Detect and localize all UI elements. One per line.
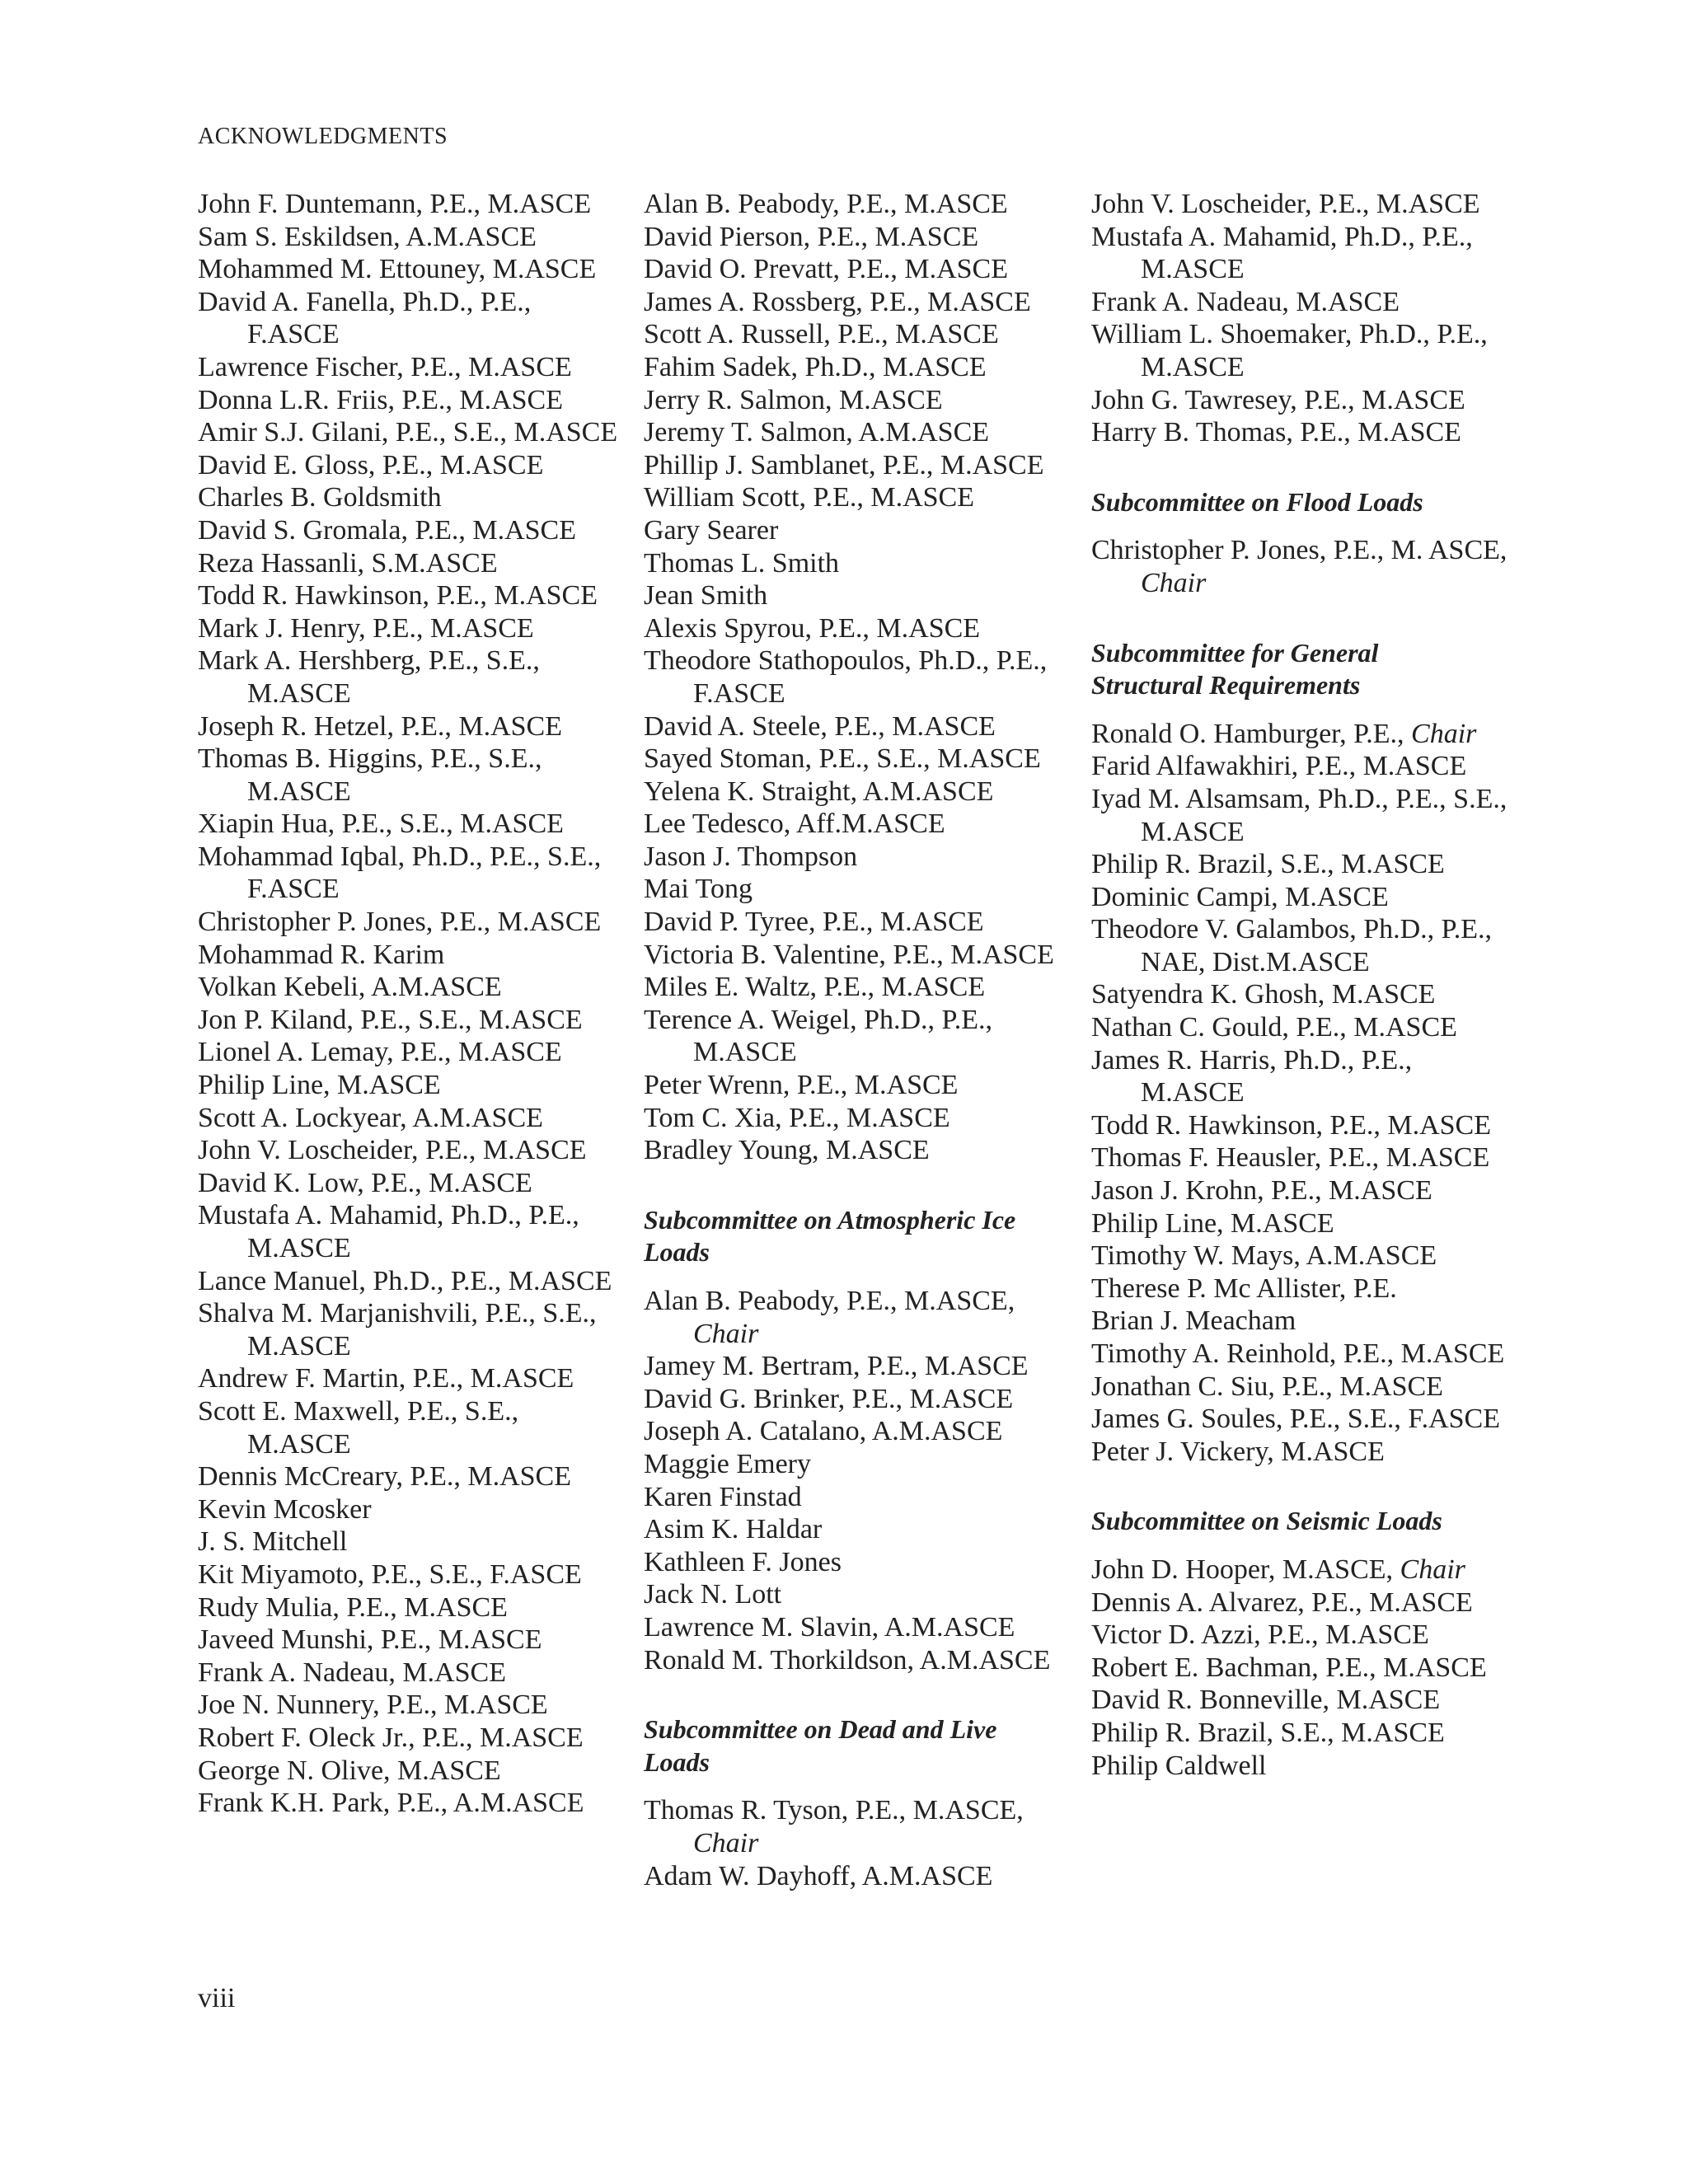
member-name: Christopher P. Jones, P.E., M. ASCE, xyxy=(1091,535,1507,566)
member-entry: David S. Gromala, P.E., M.ASCE xyxy=(198,514,576,546)
member-name: Alan B. Peabody, P.E., M.ASCE, xyxy=(644,1286,1015,1316)
member-entry: David K. Low, P.E., M.ASCE xyxy=(198,1167,532,1198)
member-entry: Nathan C. Gould, P.E., M.ASCE xyxy=(1091,1012,1457,1043)
member-entry: David A. Fanella, Ph.D., P.E., F.ASCE xyxy=(198,286,532,350)
member-entry: Kathleen F. Jones xyxy=(644,1546,842,1577)
subcommittee-heading: Subcommittee on Dead and Live Loads xyxy=(644,1714,997,1777)
member-entry: David G. Brinker, P.E., M.ASCE xyxy=(644,1383,1014,1414)
member-entry: Victoria B. Valentine, P.E., M.ASCE xyxy=(644,939,1054,970)
member-entry: Robert F. Oleck Jr., P.E., M.ASCE xyxy=(198,1722,584,1753)
member-entry: Phillip J. Samblanet, P.E., M.ASCE xyxy=(644,449,1044,480)
subcommittee-heading: Subcommittee on Seismic Loads xyxy=(1091,1506,1442,1536)
member-entry: Mark J. Henry, P.E., M.ASCE xyxy=(198,612,534,644)
member-entry: John V. Loscheider, P.E., M.ASCE xyxy=(1091,189,1480,219)
member-entry: William L. Shoemaker, Ph.D., P.E., M.ASCE xyxy=(1091,319,1488,382)
member-entry xyxy=(1091,718,1520,751)
member-entry: Thomas F. Heausler, P.E., M.ASCE xyxy=(1091,1142,1490,1174)
member-entry: Karen Finstad xyxy=(644,1481,802,1512)
member-entry: Todd R. Hawkinson, P.E., M.ASCE xyxy=(198,580,598,612)
member-role: Chair xyxy=(693,1827,759,1858)
member-entry: David O. Prevatt, P.E., M.ASCE xyxy=(644,254,1008,285)
running-head: ACKNOWLEDGMENTS xyxy=(198,124,448,149)
member-entry: Jerry R. Salmon, M.ASCE xyxy=(644,384,943,415)
member-entry: Harry B. Thomas, P.E., M.ASCE xyxy=(1091,417,1461,448)
member-entry: Charles B. Goldsmith xyxy=(198,482,442,513)
member-entry: Timothy W. Mays, A.M.ASCE xyxy=(1091,1240,1437,1272)
member-entry: Miles E. Waltz, P.E., M.ASCE xyxy=(644,972,986,1003)
member-entry: Lionel A. Lemay, P.E., M.ASCE xyxy=(198,1037,562,1068)
member-entry: Bradley Young, M.ASCE xyxy=(644,1135,930,1166)
member-entry: David E. Gloss, P.E., M.ASCE xyxy=(198,449,544,480)
member-entry: Donna L.R. Friis, P.E., M.ASCE xyxy=(198,384,563,415)
member-entry xyxy=(644,1285,1072,1350)
member-entry: Andrew F. Martin, P.E., M.ASCE xyxy=(198,1363,574,1394)
member-entry: David Pierson, P.E., M.ASCE xyxy=(644,221,979,252)
member-entry: Fahim Sadek, Ph.D., M.ASCE xyxy=(644,351,987,382)
member-entry: Volkan Kebeli, A.M.ASCE xyxy=(198,972,502,1003)
member-entry: Peter J. Vickery, M.ASCE xyxy=(1091,1436,1385,1467)
member-entry: Adam W. Dayhoff, A.M.ASCE xyxy=(644,1860,993,1891)
member-entry: Shalva M. Marjanishvili, P.E., S.E., M.ASCE xyxy=(198,1298,597,1361)
member-entry: Peter Wrenn, P.E., M.ASCE xyxy=(644,1070,959,1101)
member-entry: Todd R. Hawkinson, P.E., M.ASCE xyxy=(1091,1109,1491,1141)
member-entry: Theodore Stathopoulos, Ph.D., P.E., F.ASCE xyxy=(644,645,1048,709)
member-entry xyxy=(1091,534,1520,599)
member-column-2 xyxy=(644,188,1072,1892)
member-entry: Thomas B. Higgins, P.E., S.E., M.ASCE xyxy=(198,743,542,807)
member-entry: Scott A. Russell, P.E., M.ASCE xyxy=(644,319,999,350)
member-column-3 xyxy=(1091,188,1520,1782)
member-name: John D. Hooper, M.ASCE, xyxy=(1091,1554,1394,1585)
member-entry xyxy=(644,1794,1072,1859)
member-entry: Mark A. Hershberg, P.E., S.E., M.ASCE xyxy=(198,645,540,709)
member-entry: Farid Alfawakhiri, P.E., M.ASCE xyxy=(1091,751,1467,782)
subcommittee-heading: Subcommittee on Atmospheric Ice Loads xyxy=(644,1204,1016,1268)
member-entry: Brian J. Meacham xyxy=(1091,1305,1296,1337)
member-entry: Mohammad R. Karim xyxy=(198,939,445,970)
member-entry: Mai Tong xyxy=(644,874,753,905)
member-entry: Rudy Mulia, P.E., M.ASCE xyxy=(198,1591,508,1623)
member-entry: Xiapin Hua, P.E., S.E., M.ASCE xyxy=(198,808,564,840)
member-entry: Jason J. Thompson xyxy=(644,841,858,872)
member-entry: Scott A. Lockyear, A.M.ASCE xyxy=(198,1102,543,1133)
member-column-1 xyxy=(198,188,626,1820)
member-entry: Reza Hassanli, S.M.ASCE xyxy=(198,547,498,579)
member-entry: John V. Loscheider, P.E., M.ASCE xyxy=(198,1135,587,1166)
subcommittee-heading: Subcommittee on Flood Loads xyxy=(1091,486,1423,517)
member-entry: James R. Harris, Ph.D., P.E., M.ASCE xyxy=(1091,1044,1413,1108)
member-entry: Philip Caldwell xyxy=(1091,1750,1267,1781)
member-entry: Frank A. Nadeau, M.ASCE xyxy=(198,1657,506,1688)
member-entry: Mustafa A. Mahamid, Ph.D., P.E., M.ASCE xyxy=(1091,221,1473,285)
member-entry: George N. Olive, M.ASCE xyxy=(198,1755,501,1786)
member-entry: Lance Manuel, Ph.D., P.E., M.ASCE xyxy=(198,1265,612,1296)
member-entry: Theodore V. Galambos, Ph.D., P.E., NAE, Dist.M.ASCE xyxy=(1091,914,1493,977)
page-number: viii xyxy=(198,1983,236,2013)
member-name: Thomas R. Tyson, P.E., M.ASCE, xyxy=(644,1795,1024,1826)
member-entry: Satyendra K. Ghosh, M.ASCE xyxy=(1091,979,1436,1010)
member-entry: Philip R. Brazil, S.E., M.ASCE xyxy=(1091,849,1445,880)
member-entry: Therese P. Mc Allister, P.E. xyxy=(1091,1272,1397,1304)
member-entry: Dominic Campi, M.ASCE xyxy=(1091,881,1389,912)
member-name: Ronald O. Hamburger, P.E., xyxy=(1091,718,1404,749)
member-entry: Iyad M. Alsamsam, Ph.D., P.E., S.E., M.ASCE xyxy=(1091,783,1507,847)
member-entry: Joseph A. Catalano, A.M.ASCE xyxy=(644,1416,1003,1447)
member-entry: Mohammed M. Ettouney, M.ASCE xyxy=(198,254,597,285)
member-entry: Asim K. Haldar xyxy=(644,1514,823,1545)
member-entry: David P. Tyree, P.E., M.ASCE xyxy=(644,907,984,938)
member-entry: David R. Bonneville, M.ASCE xyxy=(1091,1685,1441,1716)
member-entry xyxy=(1091,1554,1520,1586)
subcommittee-heading: Subcommittee for General Structural Requirements xyxy=(1091,637,1379,701)
member-entry: Joseph R. Hetzel, P.E., M.ASCE xyxy=(198,710,562,742)
member-entry: Philip R. Brazil, S.E., M.ASCE xyxy=(1091,1717,1445,1748)
member-entry: Maggie Emery xyxy=(644,1448,811,1479)
member-entry: Ronald M. Thorkildson, A.M.ASCE xyxy=(644,1644,1051,1675)
member-entry: Javeed Munshi, P.E., M.ASCE xyxy=(198,1624,542,1656)
member-entry: Tom C. Xia, P.E., M.ASCE xyxy=(644,1102,950,1133)
member-entry: Kevin Mcosker xyxy=(198,1493,372,1525)
member-entry: Philip Line, M.ASCE xyxy=(198,1070,441,1101)
member-entry: Frank A. Nadeau, M.ASCE xyxy=(1091,286,1400,317)
member-entry: Lee Tedesco, Aff.M.ASCE xyxy=(644,808,945,840)
member-entry: John G. Tawresey, P.E., M.ASCE xyxy=(1091,384,1465,415)
member-entry: James G. Soules, P.E., S.E., F.ASCE xyxy=(1091,1404,1501,1435)
member-entry: Frank K.H. Park, P.E., A.M.ASCE xyxy=(198,1788,584,1819)
member-entry: Alexis Spyrou, P.E., M.ASCE xyxy=(644,612,981,644)
member-entry: Jamey M. Bertram, P.E., M.ASCE xyxy=(644,1351,1029,1382)
member-entry: Terence A. Weigel, Ph.D., P.E., M.ASCE xyxy=(644,1004,992,1068)
member-entry: Jon P. Kiland, P.E., S.E., M.ASCE xyxy=(198,1004,583,1035)
member-role: Chair xyxy=(693,1318,759,1349)
member-entry: Scott E. Maxwell, P.E., S.E., M.ASCE xyxy=(198,1395,519,1460)
member-entry: Jonathan C. Siu, P.E., M.ASCE xyxy=(1091,1371,1443,1402)
member-entry: David A. Steele, P.E., M.ASCE xyxy=(644,710,996,742)
member-entry: Kit Miyamoto, P.E., S.E., F.ASCE xyxy=(198,1558,582,1590)
member-entry: Lawrence M. Slavin, A.M.ASCE xyxy=(644,1611,1015,1643)
member-entry: Yelena K. Straight, A.M.ASCE xyxy=(644,776,994,807)
member-entry: Jean Smith xyxy=(644,580,768,612)
member-entry: Victor D. Azzi, P.E., M.ASCE xyxy=(1091,1619,1429,1651)
member-entry: Mustafa A. Mahamid, Ph.D., P.E., M.ASCE xyxy=(198,1200,579,1263)
member-entry: Jeremy T. Salmon, A.M.ASCE xyxy=(644,417,990,448)
member-entry: Thomas L. Smith xyxy=(644,547,840,579)
member-entry: Mohammad Iqbal, Ph.D., P.E., S.E., F.ASCE xyxy=(198,841,602,905)
member-role: Chair xyxy=(1400,1554,1465,1585)
member-entry: Dennis A. Alvarez, P.E., M.ASCE xyxy=(1091,1586,1473,1618)
member-entry: Christopher P. Jones, P.E., M.ASCE xyxy=(198,907,602,938)
member-entry: Timothy A. Reinhold, P.E., M.ASCE xyxy=(1091,1338,1505,1369)
member-entry: James A. Rossberg, P.E., M.ASCE xyxy=(644,286,1031,317)
member-entry: Jack N. Lott xyxy=(644,1579,782,1610)
member-entry: Joe N. Nunnery, P.E., M.ASCE xyxy=(198,1690,548,1721)
member-role: Chair xyxy=(1141,567,1207,598)
member-entry: Alan B. Peabody, P.E., M.ASCE xyxy=(644,189,1008,219)
member-entry: Sam S. Eskildsen, A.M.ASCE xyxy=(198,221,537,252)
member-entry: Lawrence Fischer, P.E., M.ASCE xyxy=(198,351,572,382)
member-entry: Gary Searer xyxy=(644,514,779,546)
member-entry: Philip Line, M.ASCE xyxy=(1091,1207,1334,1239)
member-entry: Jason J. Krohn, P.E., M.ASCE xyxy=(1091,1175,1432,1207)
member-entry: Robert E. Bachman, P.E., M.ASCE xyxy=(1091,1652,1487,1683)
member-entry: John F. Duntemann, P.E., M.ASCE xyxy=(198,189,592,219)
member-entry: Amir S.J. Gilani, P.E., S.E., M.ASCE xyxy=(198,417,618,448)
member-entry: J. S. Mitchell xyxy=(198,1526,348,1558)
member-entry: William Scott, P.E., M.ASCE xyxy=(644,482,974,513)
member-entry: Dennis McCreary, P.E., M.ASCE xyxy=(198,1461,571,1493)
member-entry: Sayed Stoman, P.E., S.E., M.ASCE xyxy=(644,743,1041,775)
member-role: Chair xyxy=(1411,718,1477,749)
